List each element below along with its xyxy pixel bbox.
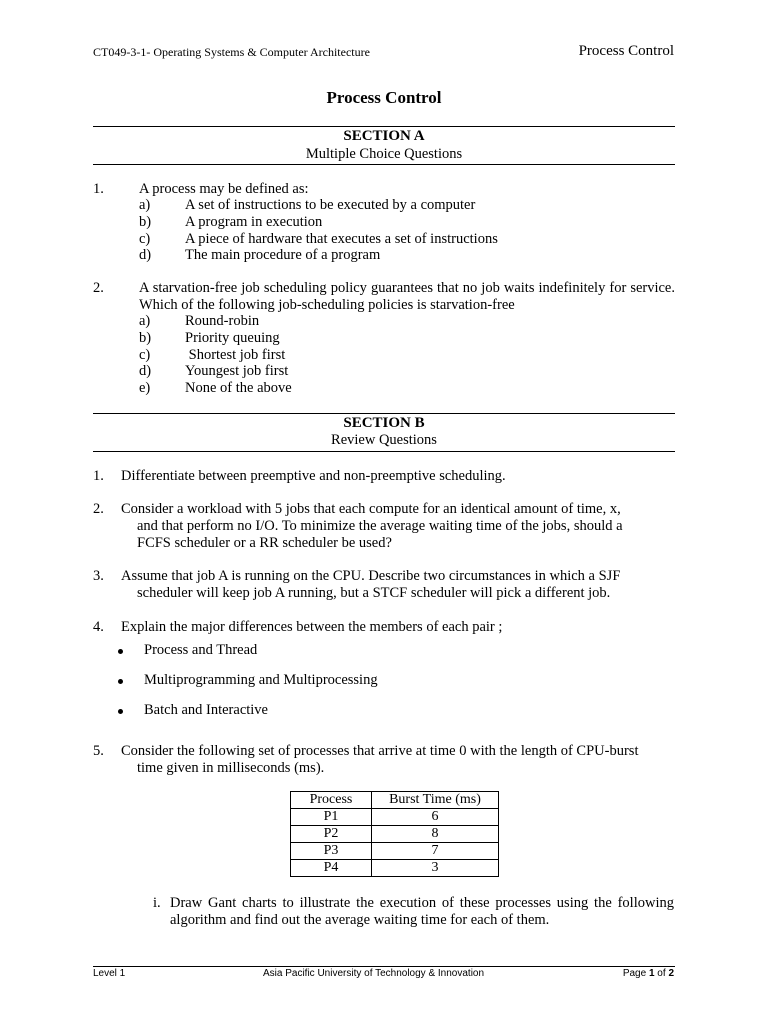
bullet-icon — [118, 709, 123, 714]
mcq-option-text: A set of instructions to be executed by a computer — [185, 197, 476, 213]
mcq-option-label: c) — [139, 231, 151, 247]
table-cell: 7 — [372, 843, 499, 860]
table-cell: 3 — [372, 860, 499, 877]
table-header: Process — [291, 792, 372, 809]
section-b-top-rule — [93, 413, 675, 414]
list-item: Process and Thread — [144, 642, 258, 658]
section-b-subheading: Review Questions — [331, 432, 437, 448]
table-cell: P3 — [291, 843, 372, 860]
mcq-option-label: a) — [139, 313, 151, 329]
section-b-heading: SECTION B — [343, 415, 425, 431]
review-line: Consider a workload with 5 jobs that each compute for an identical amount of time, x, — [121, 501, 621, 517]
review-line: Explain the major differences between the members of each pair ; — [121, 619, 503, 635]
review-line: Differentiate between preemptive and non-preemptive scheduling. — [121, 468, 506, 484]
section-a-bottom-rule — [93, 164, 675, 165]
footer-rule — [93, 966, 675, 967]
footer-page-total: 2 — [668, 968, 674, 979]
mcq-option-text: The main procedure of a program — [185, 247, 381, 263]
mcq-option-label: d) — [139, 363, 152, 379]
section-a-heading: SECTION A — [343, 128, 425, 144]
review-number: 3. — [93, 568, 104, 584]
table-cell: P1 — [291, 809, 372, 826]
table-cell: 8 — [372, 826, 499, 843]
footer-page-number — [623, 968, 674, 979]
mcq-option-label: d) — [139, 247, 152, 263]
review-number: 5. — [93, 743, 104, 759]
table-row — [291, 809, 499, 826]
table-row — [291, 860, 499, 877]
mcq-option-label: e) — [139, 380, 151, 396]
footer-page-current: 1 — [648, 968, 655, 979]
table-header: Burst Time (ms) — [372, 792, 499, 809]
header-course: CT049-3-1- Operating Systems & Computer Architecture — [93, 45, 370, 59]
section-a-subheading: Multiple Choice Questions — [305, 146, 463, 162]
section-b-bottom-rule — [93, 451, 675, 452]
mcq-option-label: c) — [139, 347, 151, 363]
bullet-icon — [118, 649, 123, 654]
mcq-option-text: Priority queuing — [185, 330, 280, 346]
header-topic: Process Control — [578, 43, 674, 59]
section-a-top-rule — [93, 126, 675, 127]
mcq-option-text: Shortest job first — [185, 347, 286, 363]
mcq-option-label: b) — [139, 330, 152, 346]
mcq-number: 2. — [93, 280, 104, 296]
mcq-option-label: a) — [139, 197, 151, 213]
footer-page-prefix: Page — [622, 968, 649, 979]
footer-institution: Asia Pacific University of Technology & Innovation — [263, 968, 485, 979]
mcq-question: A starvation-free job scheduling policy guarantees that no job waits indefinitely for service. Which of the following job-scheduling policies is starvation-free — [139, 280, 675, 313]
mcq-option-text: A program in execution — [185, 214, 323, 230]
table-row — [291, 826, 499, 843]
mcq-question: A process may be defined as: — [139, 181, 309, 197]
table-cell: P2 — [291, 826, 372, 843]
table-cell: P4 — [291, 860, 372, 877]
table-header-row — [291, 792, 499, 809]
review-number: 2. — [93, 501, 104, 517]
mcq-option-text: A piece of hardware that executes a set of instructions — [185, 231, 498, 247]
review-number: 1. — [93, 468, 104, 484]
list-item: Multiprogramming and Multiprocessing — [144, 672, 378, 688]
footer-page-of: of — [654, 968, 669, 979]
mcq-number: 1. — [93, 181, 104, 197]
table-cell: 6 — [372, 809, 499, 826]
mcq-option-label: b) — [139, 214, 152, 230]
review-number: 4. — [93, 619, 104, 635]
subquestion-label: i. — [153, 895, 161, 911]
footer-level: Level 1 — [93, 968, 126, 979]
mcq-option-text: Round-robin — [185, 313, 260, 329]
burst-time-table — [290, 791, 499, 877]
mcq-option-text: Youngest job first — [185, 363, 289, 379]
review-line: scheduler will keep job A running, but a STCF scheduler will pick a different job. — [137, 585, 611, 601]
review-line: Consider the following set of processes that arrive at time 0 with the length of CPU-burst — [121, 743, 639, 759]
list-item: Batch and Interactive — [144, 702, 268, 718]
mcq-option-text: None of the above — [185, 380, 292, 396]
review-line: time given in milliseconds (ms). — [137, 760, 325, 776]
review-line: and that perform no I/O. To minimize the average waiting time of the jobs, should a — [137, 518, 623, 534]
page-title: Process Control — [326, 88, 442, 107]
subquestion-text: Draw Gant charts to illustrate the execution of these processes using the following algorithm and find out the average waiting time for each of them. — [170, 895, 674, 928]
review-line: FCFS scheduler or a RR scheduler be used? — [137, 535, 392, 551]
review-line: Assume that job A is running on the CPU. Describe two circumstances in which a SJF — [121, 568, 621, 584]
table-row — [291, 843, 499, 860]
bullet-icon — [118, 679, 123, 684]
